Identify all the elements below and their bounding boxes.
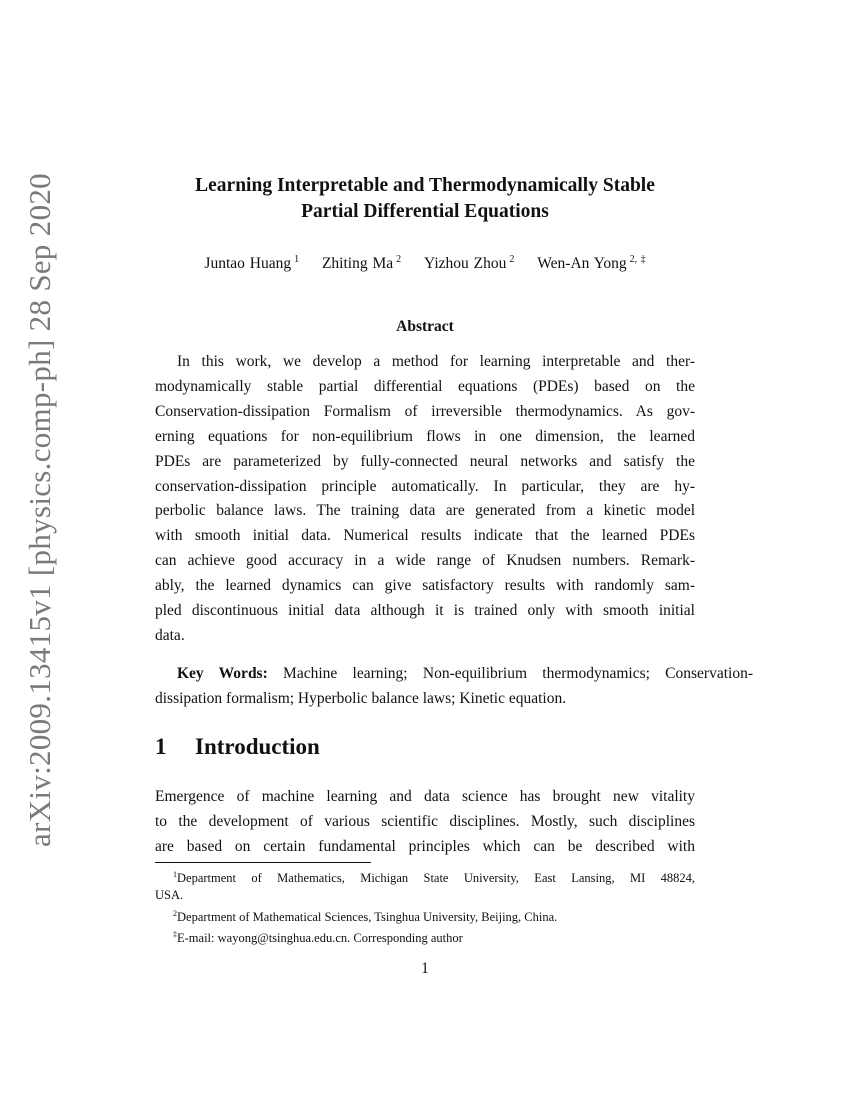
- abstract-line: can achieve good accuracy in a wide range of Knudsen numbers. Remark-: [155, 552, 695, 570]
- author-affiliation-mark: 2, ‡: [629, 254, 646, 265]
- footnote-affiliation-1-continued: USA.: [155, 888, 184, 903]
- section-title: Introduction: [195, 734, 320, 759]
- section-heading: [155, 734, 320, 760]
- footnote-text: Department of Mathematics, Michigan State University, East Lansing, MI 48824,: [177, 871, 695, 886]
- page-number: 1: [421, 960, 429, 977]
- keywords: [155, 662, 753, 712]
- footnote-mark: 1: [173, 870, 177, 879]
- author-name: Juntao Huang: [204, 255, 292, 273]
- paper-title: [155, 173, 695, 225]
- arxiv-identifier-stamp: arXiv:2009.13415v1 [physics.comp-ph] 28 Sep 2020: [22, 173, 57, 847]
- keywords-line: dissipation formalism; Hyperbolic balance laws; Kinetic equation.: [155, 689, 567, 707]
- author: [424, 255, 514, 272]
- footnote-affiliation-2: [155, 905, 695, 926]
- footnote-text: Department of Mathematical Sciences, Tsinghua University, Beijing, China.: [177, 909, 558, 924]
- abstract-line: perbolic balance laws. The training data are generated from a kinetic model: [155, 502, 695, 520]
- section-number: 1: [155, 734, 167, 759]
- author: [322, 255, 401, 272]
- author-name: Yizhou Zhou: [424, 255, 507, 273]
- abstract-line: erning equations for non-equilibrium flows in one dimension, the learned: [155, 427, 695, 445]
- author: [204, 255, 299, 272]
- keywords-label: Key Words:: [177, 665, 268, 682]
- author: [537, 255, 645, 272]
- abstract-line: ably, the learned dynamics can give satisfactory results with randomly sam-: [155, 577, 695, 595]
- abstract-line: modynamically stable partial differential equations (PDEs) based on the: [155, 377, 695, 395]
- author-affiliation-mark: 2: [509, 254, 515, 265]
- introduction-body: [155, 785, 695, 860]
- abstract-line: data.: [155, 626, 185, 644]
- abstract-line: with smooth initial data. Numerical results indicate that the learned PDEs: [155, 527, 695, 545]
- abstract-line: pled discontinuous initial data although it is trained only with smooth initial: [155, 602, 695, 620]
- introduction-line: to the development of various scientific disciplines. Mostly, such disciplines: [155, 812, 695, 830]
- footnote-corresponding-author: [155, 926, 695, 947]
- keywords-text: Machine learning; Non-equilibrium thermodynamics; Conservation-: [283, 665, 753, 682]
- abstract-body: [155, 350, 695, 649]
- title-line-2: Partial Differential Equations: [301, 201, 549, 222]
- abstract-line: Conservation-dissipation Formalism of irreversible thermodynamics. As gov-: [155, 402, 695, 420]
- abstract-line: In this work, we develop a method for learning interpretable and ther-: [177, 353, 695, 370]
- footnote-mark: 2: [173, 908, 177, 918]
- abstract-line: conservation-dissipation principle automatically. In particular, they are hy-: [155, 477, 695, 495]
- title-line-1: Learning Interpretable and Thermodynamically Stable: [195, 175, 655, 196]
- keywords-line: [155, 662, 753, 687]
- author-affiliation-mark: 2: [396, 254, 402, 265]
- abstract-heading: Abstract: [396, 318, 454, 335]
- footnote-divider: [155, 862, 371, 863]
- footnote-affiliation-1: [155, 866, 695, 887]
- author-name: Zhiting Ma: [321, 255, 394, 273]
- footnotes: [155, 866, 695, 947]
- footnote-mark: ‡: [173, 929, 177, 939]
- author-name: Wen-An Yong: [537, 255, 627, 273]
- author-affiliation-mark: 1: [294, 254, 300, 265]
- abstract-line: PDEs are parameterized by fully-connected neural networks and satisfy the: [155, 452, 695, 470]
- introduction-line: Emergence of machine learning and data science has brought new vitality: [155, 788, 695, 805]
- introduction-line: are based on certain fundamental principles which can be described with: [155, 837, 695, 855]
- footnote-text: E-mail: wayong@tsinghua.edu.cn. Corresponding author: [177, 931, 463, 946]
- author-list: [155, 254, 695, 273]
